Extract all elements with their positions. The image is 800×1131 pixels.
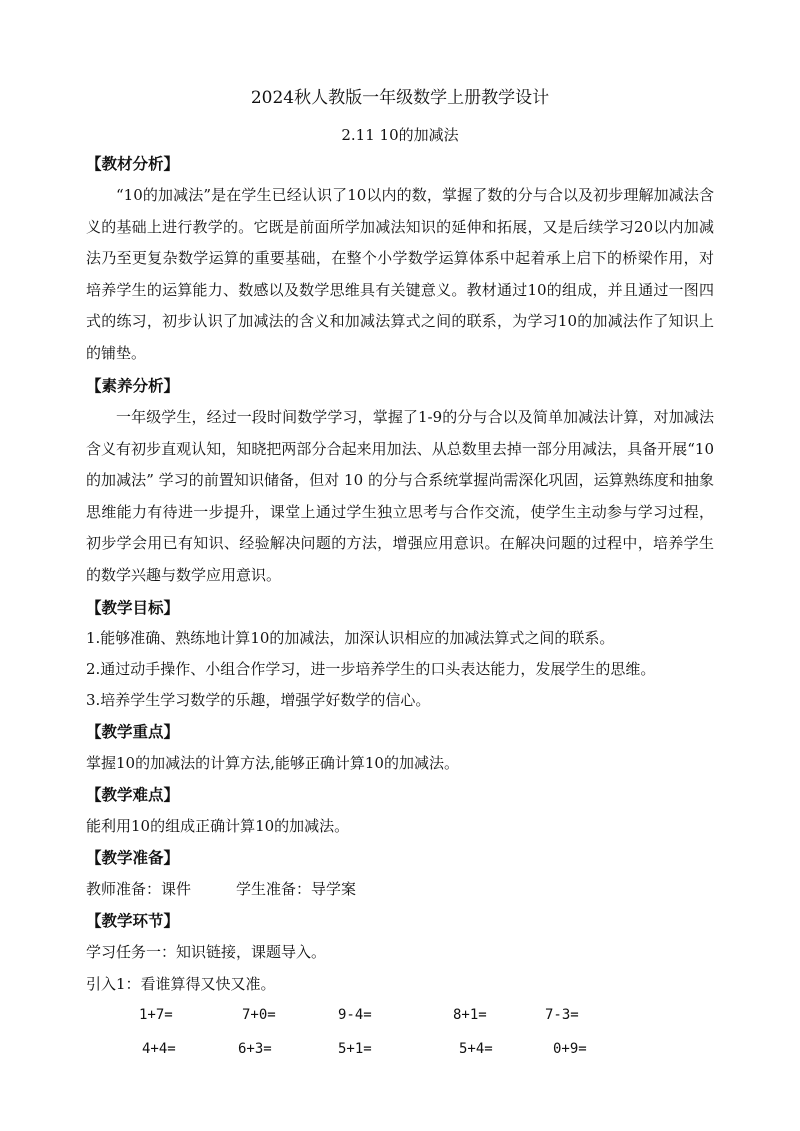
- goal-item-3: 3.培养学生学习数学的乐趣，增强学好数学的信心。: [86, 691, 431, 709]
- teacher-preparation: 教师准备：课件: [86, 880, 192, 898]
- exercise-equation: 6+3=: [238, 1041, 272, 1057]
- heading-preparation: 【教学准备】: [86, 848, 180, 867]
- exercise-equation: 0+9=: [553, 1041, 587, 1057]
- material-analysis-paragraph: “10的加减法”是在学生已经认识了10以内的数，掌握了数的分与合以及初步理解加减法含义的基础上进行教学的。它既是前面所学加减法知识的延伸和拓展，又是后续学习20以内加减法乃至更复杂数学运算的重要基础，在整个小学数学运算体系中起着承上启下的桥梁作用，对培养学生的运算能力、数感以及数学思维具有关键意义。教材通过10的组成，并且通过一图四式的练习，初步认识了加减法的含义和加减法算式之间的联系，为学习10的加减法作了知识上的铺垫。: [86, 186, 714, 362]
- exercise-equation: 7-3=: [545, 1007, 579, 1023]
- heading-literacy-analysis: 【素养分析】: [86, 376, 180, 395]
- literacy-analysis-paragraph: 一年级学生，经过一段时间数学学习，掌握了1-9的分与合以及简单加减法计算，对加减法含义有初步直观认知，知晓把两部分合起来用加法、从总数里去掉一部分用减法，具备开展“10的加减法” 学习的前置知识储备，但对 10 的分与合系统掌握尚需深化巩固，运算熟练度和抽象思维能力有待进一步提升，课堂上通过学生独立思考与合作交流，使学生主动参与学习过程，初步学会用已有知识、经验解决问题的方法，增强应用意识。在解决问题的过程中，培养学生的数学兴趣与数学应用意识。: [86, 408, 714, 584]
- learning-task-1: 学习任务一：知识链接，课题导入。: [86, 943, 327, 961]
- student-preparation: 学生准备：导学案: [236, 880, 357, 898]
- heading-teaching-process: 【教学环节】: [86, 911, 180, 930]
- intro-1: 引入1：看谁算得又快又准。: [86, 975, 276, 993]
- goal-item-2: 2.通过动手操作、小组合作学习，进一步培养学生的口头表达能力，发展学生的思维。: [86, 660, 656, 678]
- heading-key-point: 【教学重点】: [86, 722, 180, 741]
- document-title: 2024秋人教版一年级数学上册教学设计: [250, 88, 550, 108]
- key-point-text: 掌握10的加减法的计算方法,能够正确计算10的加减法。: [86, 754, 459, 772]
- difficulty-text: 能利用10的组成正确计算10的加减法。: [86, 817, 350, 835]
- heading-teaching-goals: 【教学目标】: [86, 598, 180, 617]
- exercise-equation: 5+1=: [338, 1041, 372, 1057]
- exercise-equation: 5+4=: [459, 1041, 493, 1057]
- exercise-equation: 1+7=: [139, 1007, 173, 1023]
- exercise-equation: 9-4=: [338, 1007, 372, 1023]
- preparation-line: [86, 878, 356, 900]
- exercise-equation: 8+1=: [453, 1007, 487, 1023]
- heading-difficulty: 【教学难点】: [86, 785, 180, 804]
- lesson-subtitle: 2.11 10的加减法: [341, 126, 459, 144]
- exercise-equation: 4+4=: [142, 1041, 176, 1057]
- goal-item-1: 1.能够准确、熟练地计算10的加减法，加深认识相应的加减法算式之间的联系。: [86, 629, 615, 647]
- heading-material-analysis: 【教材分析】: [86, 154, 180, 173]
- exercise-equation: 7+0=: [242, 1007, 276, 1023]
